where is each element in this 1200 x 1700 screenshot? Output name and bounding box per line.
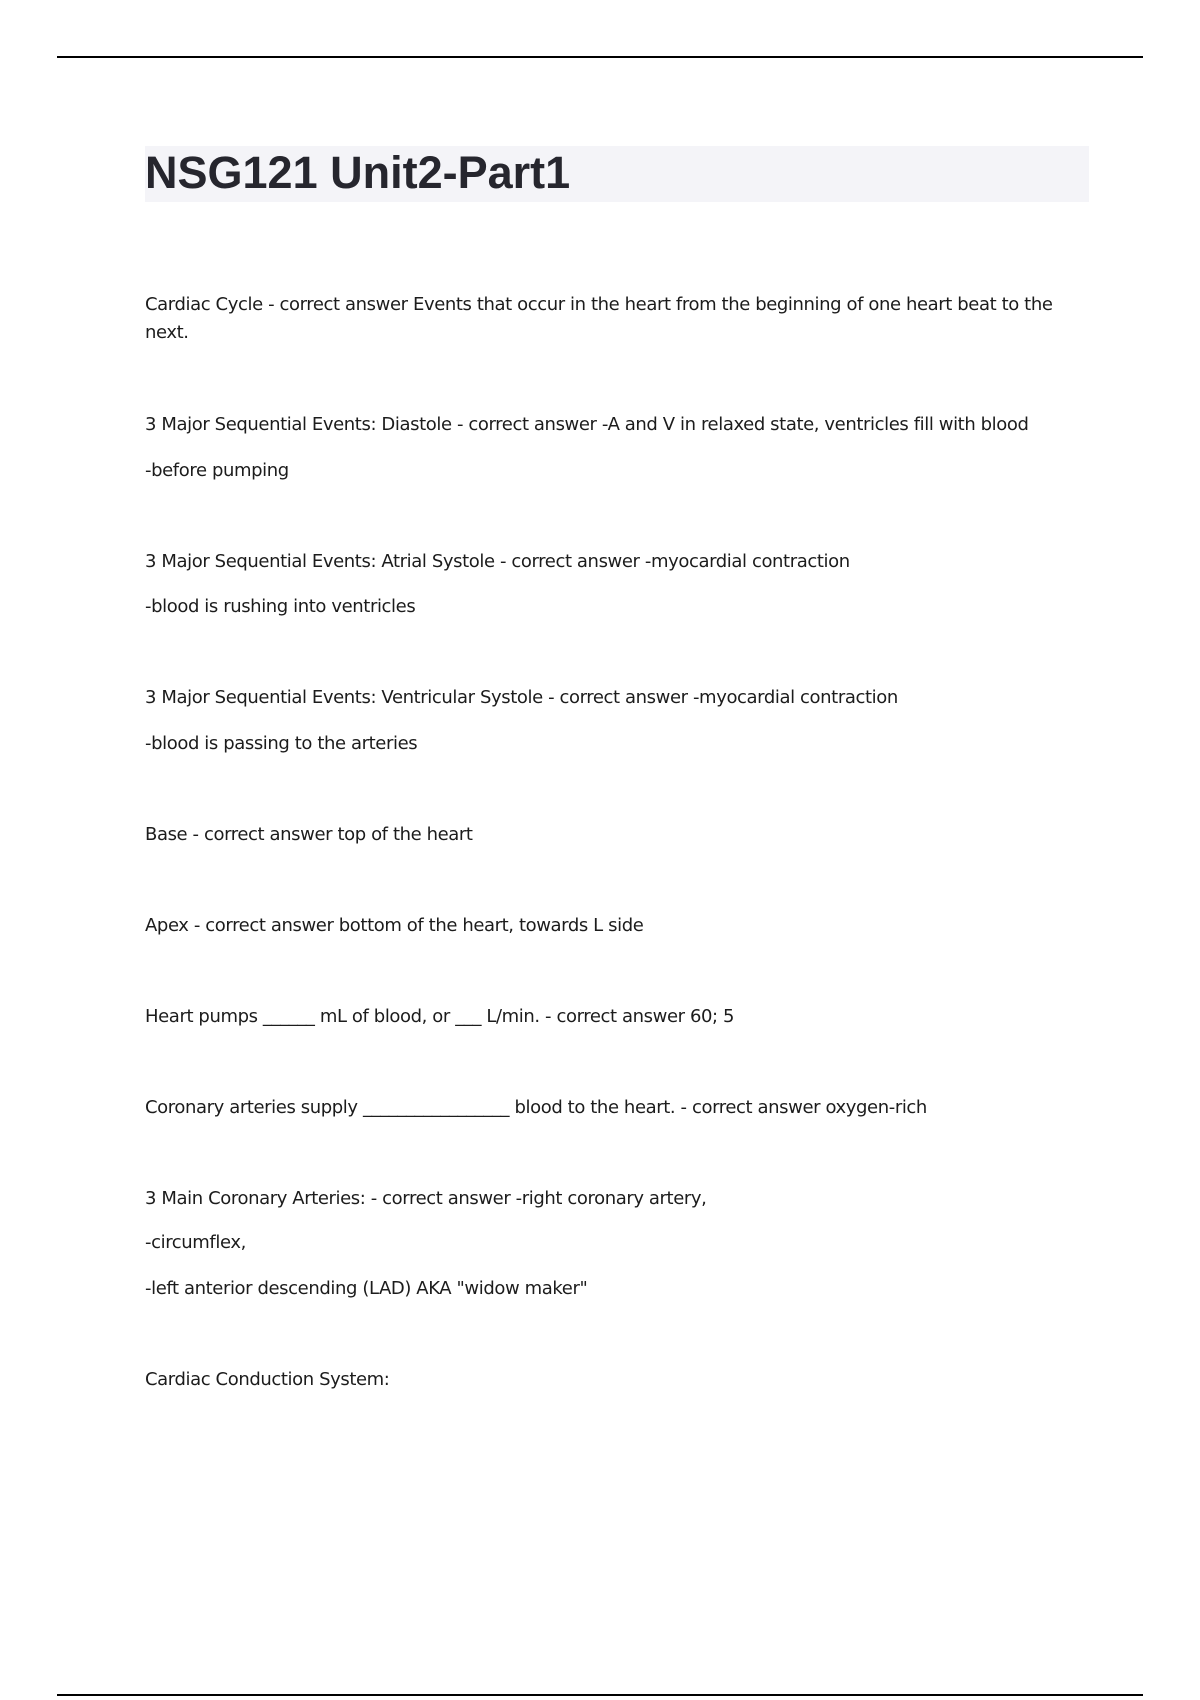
entry-apex: Apex - correct answer bottom of the heart, towards L side [145,915,644,936]
entry-main-coronary-arteries-line-2: -circumflex, [145,1232,246,1253]
entry-heart-pumps: Heart pumps ______ mL of blood, or ___ L/min. - correct answer 60; 5 [145,1006,735,1027]
entry-base: Base - correct answer top of the heart [145,824,473,845]
entry-diastole: 3 Major Sequential Events: Diastole - correct answer -A and V in relaxed state, ventricles fill with blood [145,414,1029,435]
entry-ventricular-systole-line-2: -blood is passing to the arteries [145,733,418,754]
page-title: NSG121 Unit2-Part1 [145,147,571,198]
entry-ventricular-systole: 3 Major Sequential Events: Ventricular Systole - correct answer -myocardial contraction [145,687,898,708]
bottom-rule [57,1694,1143,1696]
entry-main-coronary-arteries-line-3: -left anterior descending (LAD) AKA "widow maker" [145,1278,588,1299]
entry-atrial-systole: 3 Major Sequential Events: Atrial Systole - correct answer -myocardial contraction [145,551,850,572]
entry-main-coronary-arteries: 3 Main Coronary Arteries: - correct answer -right coronary artery, [145,1188,707,1209]
entry-cardiac-cycle: Cardiac Cycle - correct answer Events that occur in the heart from the beginning of one heart beat to the next. [145,294,1053,343]
top-rule [57,56,1143,58]
entry-coronary-arteries-supply: Coronary arteries supply _________________ blood to the heart. - correct answer oxygen-rich [145,1097,927,1118]
entry-diastole-line-2: -before pumping [145,460,289,481]
entry-atrial-systole-line-2: -blood is rushing into ventricles [145,596,416,617]
entry-cardiac-conduction-system: Cardiac Conduction System: [145,1369,390,1390]
